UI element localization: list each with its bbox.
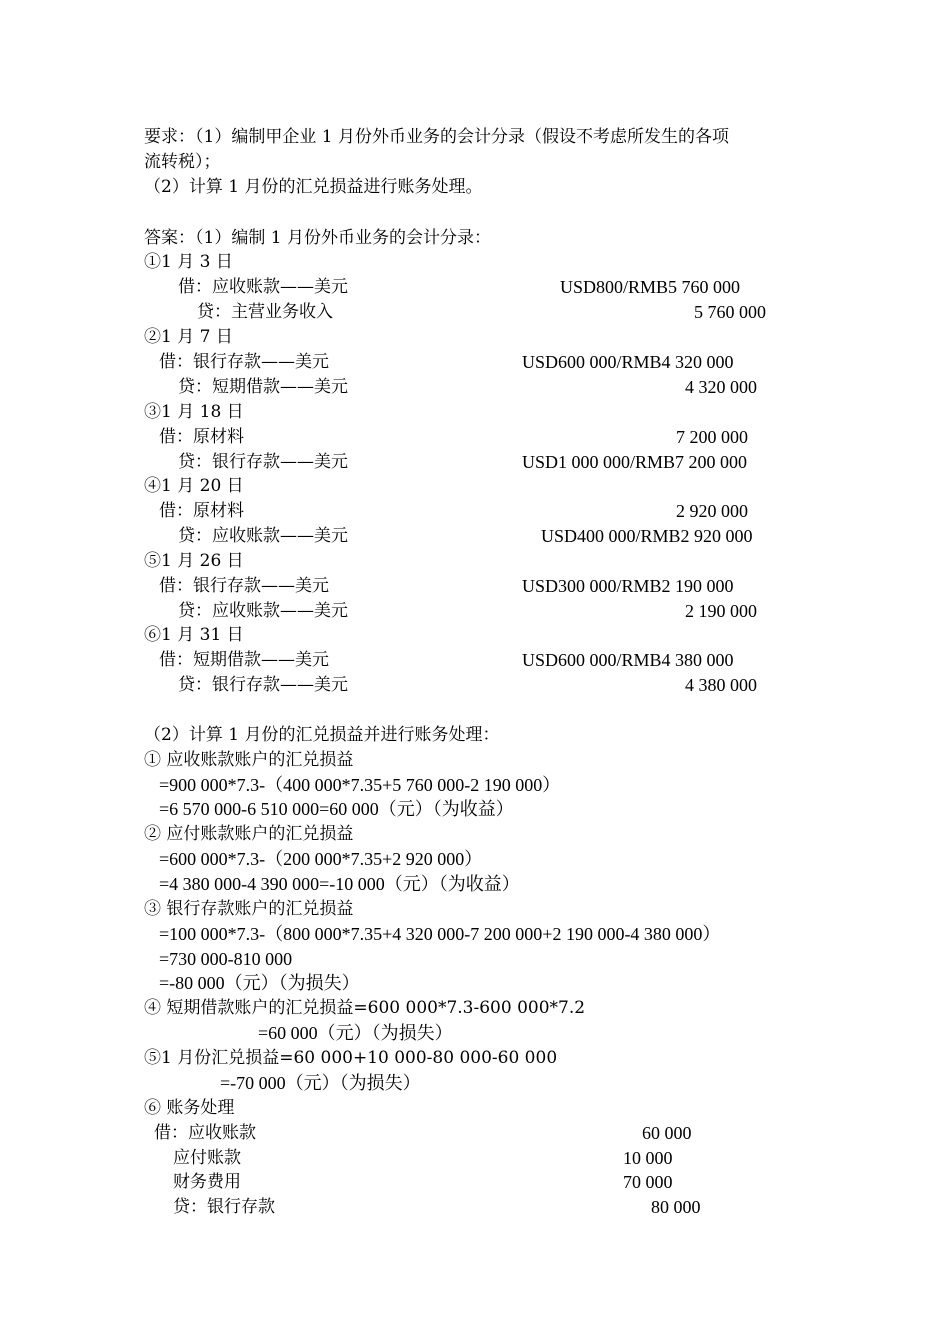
payable-calc-2: =4 380 000-4 390 000=-10 000（元）（为收益）	[159, 874, 520, 894]
entry-6-debit-amount: USD600 000/RMB4 380 000	[522, 650, 734, 670]
entry-2-credit-amount: 4 320 000	[685, 377, 757, 397]
requirement-line-1: 要求：（1）编制甲企业 1 月份外币业务的会计分录（假设不考虑所发生的各项	[144, 127, 729, 147]
bank-calc-1: =100 000*7.3-（800 000*7.35+4 320 000-7 200 000+2 190 000-4 380 000）	[159, 924, 721, 944]
journal-line-1-amount: 60 000	[642, 1123, 692, 1143]
bank-calc-2: =730 000-810 000	[159, 949, 293, 969]
journal-line-2-amount: 10 000	[623, 1148, 673, 1168]
part2-heading: （2）计算 1 月份的汇兑损益并进行账务处理：	[144, 725, 500, 745]
entry-5-credit: 贷：应收账款——美元	[178, 601, 348, 621]
entry-1-credit: 贷：主营业务收入	[197, 302, 333, 322]
entry-4-date: ④1 月 20 日	[144, 476, 244, 496]
journal-line-4: 贷：银行存款	[173, 1197, 275, 1217]
entry-1-credit-amount: 5 760 000	[694, 302, 766, 322]
entry-5-credit-amount: 2 190 000	[685, 601, 757, 621]
entry-4-credit: 贷：应收账款——美元	[178, 526, 348, 546]
journal-line-2: 应付账款	[173, 1148, 241, 1168]
entry-4-debit-amount: 2 920 000	[676, 501, 748, 521]
bank-calc-3: =-80 000（元）（为损失）	[159, 973, 360, 993]
journal-line-3-amount: 70 000	[623, 1172, 673, 1192]
entry-2-credit: 贷：短期借款——美元	[178, 377, 348, 397]
receivable-calc-1: =900 000*7.3-（400 000*7.35+5 760 000-2 190 000）	[159, 775, 561, 795]
entry-3-credit: 贷：银行存款——美元	[178, 452, 348, 472]
entry-5-debit-amount: USD300 000/RMB2 190 000	[522, 576, 734, 596]
total-calc-1: =-70 000（元）（为损失）	[220, 1073, 421, 1093]
requirement-line-2: 流转税）；	[144, 152, 221, 172]
entry-3-date: ③1 月 18 日	[144, 402, 244, 422]
entry-4-credit-amount: USD400 000/RMB2 920 000	[541, 526, 753, 546]
total-title: ⑤1 月份汇兑损益=60 000+10 000-80 000-60 000	[144, 1048, 558, 1068]
journal-line-1: 借：应收账款	[154, 1123, 256, 1143]
journal-line-4-amount: 80 000	[651, 1197, 701, 1217]
entry-5-debit: 借：银行存款——美元	[159, 576, 329, 596]
requirement-line-3: （2）计算 1 月份的汇兑损益进行账务处理。	[144, 177, 483, 197]
entry-2-date: ②1 月 7 日	[144, 327, 233, 347]
entry-1-date: ①1 月 3 日	[144, 252, 233, 272]
entry-4-debit: 借：原材料	[159, 501, 244, 521]
entry-2-debit-amount: USD600 000/RMB4 320 000	[522, 352, 734, 372]
entry-6-debit: 借：短期借款——美元	[159, 650, 329, 670]
shortloan-title: ④ 短期借款账户的汇兑损益=600 000*7.3-600 000*7.2	[144, 998, 586, 1018]
entry-3-debit: 借：原材料	[159, 427, 244, 447]
payable-title: ② 应付账款账户的汇兑损益	[144, 824, 354, 844]
entry-3-credit-amount: USD1 000 000/RMB7 200 000	[522, 452, 748, 472]
entry-2-debit: 借：银行存款——美元	[159, 352, 329, 372]
journal-line-3: 财务费用	[173, 1172, 241, 1192]
bank-title: ③ 银行存款账户的汇兑损益	[144, 899, 354, 919]
entry-1-debit-amount: USD800/RMB5 760 000	[560, 277, 741, 297]
entry-6-credit: 贷：银行存款——美元	[178, 675, 348, 695]
answer-heading: 答案：（1）编制 1 月份外币业务的会计分录：	[144, 228, 491, 248]
journal-title: ⑥ 账务处理	[144, 1098, 235, 1118]
payable-calc-1: =600 000*7.3-（200 000*7.35+2 920 000）	[159, 849, 483, 869]
entry-5-date: ⑤1 月 26 日	[144, 551, 244, 571]
shortloan-calc-1: =60 000（元）（为损失）	[258, 1023, 453, 1043]
receivable-title: ① 应收账款账户的汇兑损益	[144, 750, 354, 770]
receivable-calc-2: =6 570 000-6 510 000=60 000（元）（为收益）	[159, 799, 514, 819]
entry-6-credit-amount: 4 380 000	[685, 675, 757, 695]
entry-3-debit-amount: 7 200 000	[676, 427, 748, 447]
entry-1-debit: 借：应收账款——美元	[178, 277, 348, 297]
entry-6-date: ⑥1 月 31 日	[144, 625, 244, 645]
